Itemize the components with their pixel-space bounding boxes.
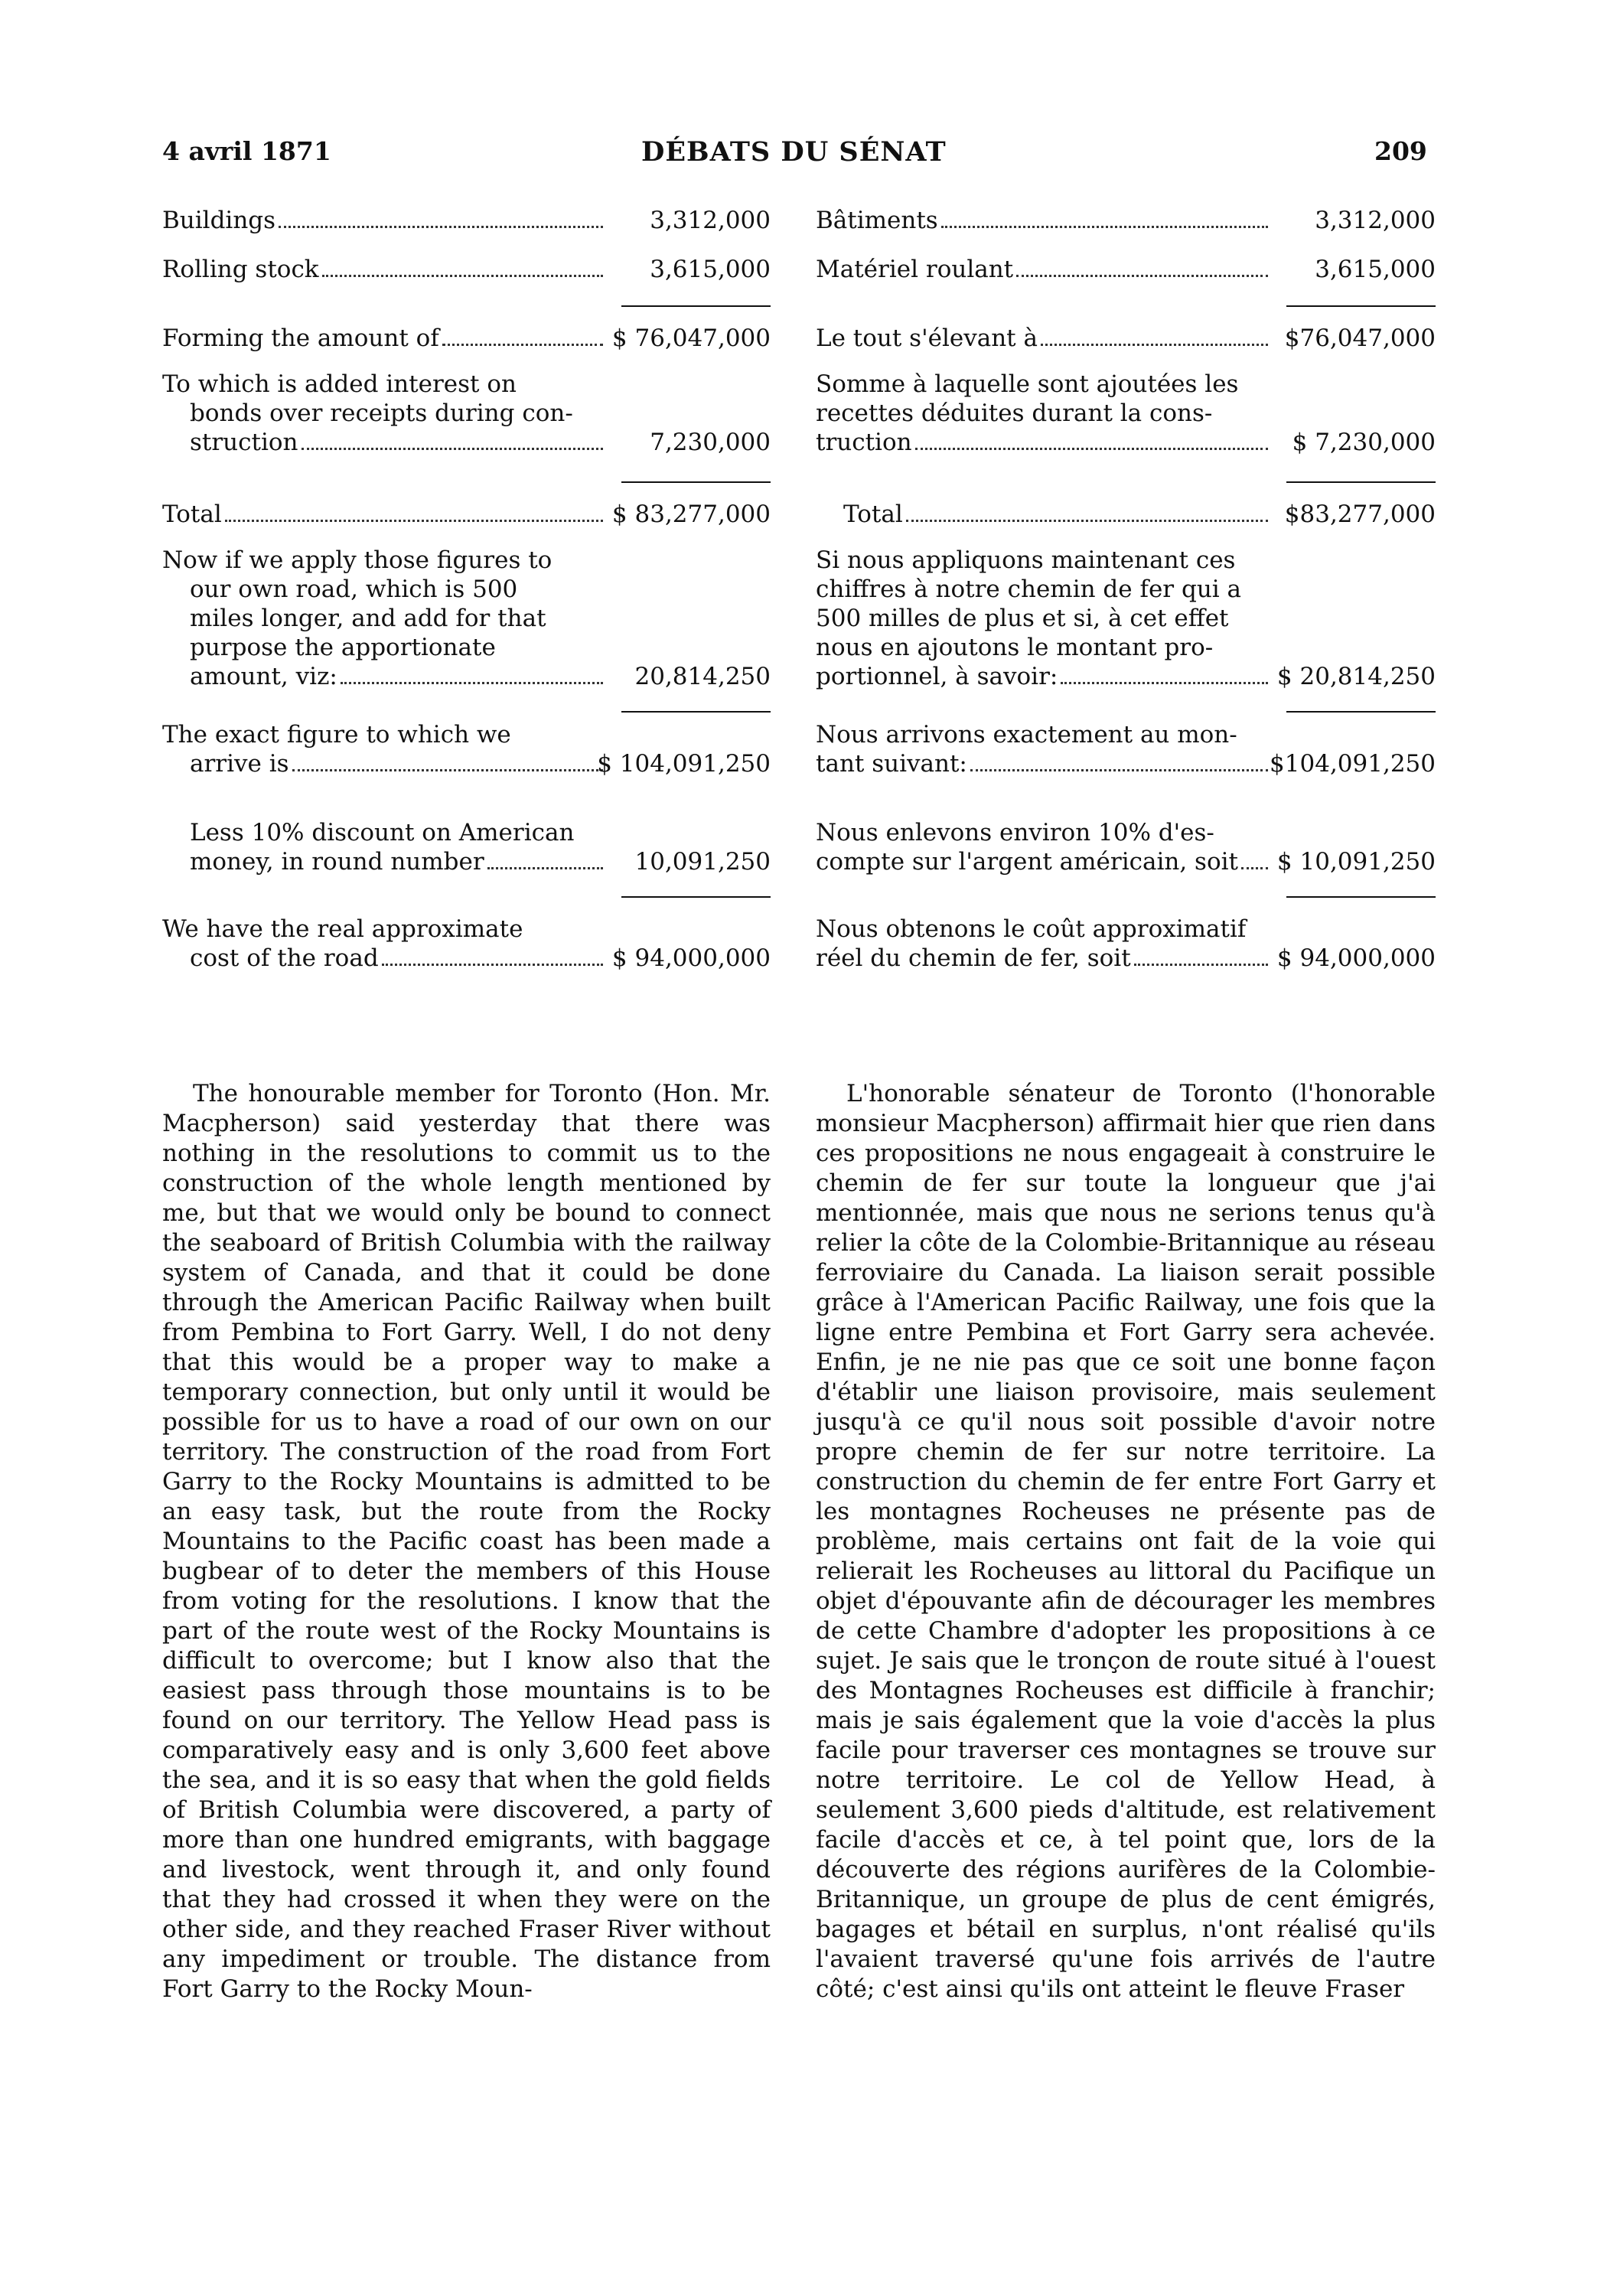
row-label: réel du chemin de fer, soit xyxy=(816,944,1131,972)
table-row xyxy=(816,546,1436,691)
table-row xyxy=(816,915,1436,973)
row-amount: $ 94,000,000 xyxy=(1276,944,1436,972)
row-label: portionnel, à savoir: xyxy=(816,663,1058,690)
table-row xyxy=(162,206,771,235)
row-amount: $ 83,277,000 xyxy=(611,501,771,528)
row-amount: $104,091,250 xyxy=(1270,750,1436,778)
header-title: DÉBATS DU SÉNAT xyxy=(641,136,947,168)
table-row xyxy=(816,206,1436,235)
sum-rule xyxy=(621,305,771,307)
english-body-paragraph: The honourable member for Toronto (Hon. Mr. Macpherson) said yesterday that there was nothing in the resolutions to commit us to the construction of the whole length mentioned by me, but that we would only be bound to connect the seaboard of British Columbia with the railway system of Canada, and that it could be done through the American Pacific Railway when built from Pembina to Fort Garry. Well, I do not deny that this would be a proper way to make a temporary connection, but only until it would be possible for us to have a road of our own on our territory. The construction of the road from Fort Garry to the Rocky Mountains is admitted to be an easy task, but the route from the Rocky Mountains to the Pacific coast has been made a bugbear of to deter the members of this House from voting for the resolutions. I know that the part of the route west of the Rocky Mountains is difficult to overcome; but I know also that the easiest pass through those mountains is to be found on our territory. The Yellow Head pass is comparatively easy and is only 3,600 feet above the sea, and it is so easy that when the gold fields of British Columbia were discovered, a party of more than one hundred emigrants, with baggage and livestock, went through it, and only found that they had crossed it when they were on the other side, and they reached Fraser River without any impediment or trouble. The distance from Fort Garry to the Rocky Moun- xyxy=(162,1080,771,2003)
table-row xyxy=(816,500,1436,529)
table-row xyxy=(162,370,771,457)
row-label-line: recettes déduites durant la cons- xyxy=(816,400,1213,427)
row-amount: 10,091,250 xyxy=(634,848,771,876)
table-row xyxy=(816,324,1436,353)
row-amount: $83,277,000 xyxy=(1284,501,1436,528)
table-row xyxy=(162,500,771,529)
sum-rule xyxy=(1286,305,1436,307)
row-label-line: 500 milles de plus et si, à cet effet xyxy=(816,605,1229,632)
page-number: 209 xyxy=(1374,136,1427,166)
table-row xyxy=(162,915,771,973)
row-label: arrive is xyxy=(190,750,289,778)
row-label: tant suivant: xyxy=(816,750,967,778)
sum-rule xyxy=(621,481,771,483)
row-label: money, in round number xyxy=(190,848,484,876)
row-label: Matériel roulant xyxy=(816,256,1014,283)
row-label-line: Nous enlevons environ 10% d'es- xyxy=(816,819,1214,846)
row-label: Le tout s'élevant à xyxy=(816,325,1038,352)
row-label-line: To which is added interest on xyxy=(162,370,517,398)
row-label-line: Somme à laquelle sont ajoutées les xyxy=(816,370,1239,398)
row-amount: 3,312,000 xyxy=(1315,207,1436,234)
row-label: Total xyxy=(843,501,903,528)
row-label-line: Si nous appliquons maintenant ces xyxy=(816,546,1236,574)
row-label: Rolling stock xyxy=(162,256,319,283)
row-label: Buildings xyxy=(162,207,276,234)
sum-rule xyxy=(621,896,771,898)
row-label-line: Less 10% discount on American xyxy=(190,819,575,846)
sum-rule xyxy=(1286,896,1436,898)
row-label-line: Now if we apply those figures to xyxy=(162,546,553,574)
row-amount: $ 94,000,000 xyxy=(611,944,771,972)
row-amount: $ 76,047,000 xyxy=(611,325,771,352)
row-label-line: chiffres à notre chemin de fer qui a xyxy=(816,576,1242,603)
row-label-line: bonds over receipts during con- xyxy=(190,400,573,427)
row-amount: $ 10,091,250 xyxy=(1276,848,1436,876)
table-row xyxy=(162,546,771,691)
row-label: struction xyxy=(190,429,298,456)
english-cost-table xyxy=(162,195,771,973)
table-row xyxy=(162,720,771,778)
row-label: amount, viz: xyxy=(190,663,337,690)
row-label: Forming the amount of xyxy=(162,325,439,352)
table-row xyxy=(162,818,771,876)
table-row xyxy=(816,255,1436,284)
table-row xyxy=(816,818,1436,876)
row-amount: 3,312,000 xyxy=(650,207,771,234)
row-label-line: The exact figure to which we xyxy=(162,721,511,748)
table-row xyxy=(162,255,771,284)
row-amount: 3,615,000 xyxy=(1315,256,1436,283)
row-amount: 3,615,000 xyxy=(650,256,771,283)
row-amount: $ 104,091,250 xyxy=(597,750,771,778)
row-label-line: our own road, which is 500 xyxy=(190,576,518,603)
row-label: Bâtiments xyxy=(816,207,938,234)
header-date: 4 avril 1871 xyxy=(162,136,331,166)
row-label-line: miles longer, and add for that xyxy=(190,605,546,632)
row-label: cost of the road xyxy=(190,944,379,972)
row-label-line: We have the real approximate xyxy=(162,915,523,943)
table-row xyxy=(816,720,1436,778)
row-amount: $ 7,230,000 xyxy=(1292,429,1436,456)
row-label-line: purpose the apportionate xyxy=(190,634,496,661)
table-row xyxy=(162,324,771,353)
row-label-line: Nous obtenons le coût approximatif xyxy=(816,915,1247,943)
sum-rule xyxy=(1286,481,1436,483)
row-label-line: nous en ajoutons le montant pro- xyxy=(816,634,1214,661)
french-body-paragraph: L'honorable sénateur de Toronto (l'honorable monsieur Macpherson) affirmait hier que rien dans ces propositions ne nous engageait à construire le chemin de fer sur toute la longueur que j'ai mentionnée, mais que nous ne serions tenus qu'à relier la côte de la Colombie-Britannique au réseau ferroviaire du Canada. La liaison serait possible grâce à l'American Pacific Railway, une fois que la ligne entre Pembina et Fort Garry sera achevée. Enfin, je ne nie pas que ce soit une bonne façon d'établir une liaison provisoire, mais seulement jusqu'à ce qu'il nous soit possible d'avoir notre propre chemin de fer sur notre territoire. La construction du chemin de fer entre Fort Garry et les montagnes Rocheuses ne présente pas de problème, mais certains ont fait de la voie qui relierait les Rocheuses au littoral du Pacifique un objet d'épouvante afin de décourager les membres de cette Chambre d'adopter les propositions à ce sujet. Je sais que le tronçon de route situé à l'ouest des Montagnes Rocheuses est difficile à franchir; mais je sais également que la voie d'accès la plus facile pour traverser ces montagnes se trouve sur notre territoire. Le col de Yellow Head, à seulement 3,600 pieds d'altitude, est relativement facile d'accès et ce, à tel point que, lors de la découverte des régions aurifères de la Colombie-Britannique, un groupe de plus de cent émigrés, bagages et bétail en surplus, n'ont réalisé qu'ils l'avaient traversé qu'une fois arrivés de l'autre côté; c'est ainsi qu'ils ont atteint le fleuve Fraser xyxy=(816,1080,1436,2003)
row-amount: 7,230,000 xyxy=(650,429,771,456)
french-cost-table xyxy=(816,195,1436,973)
row-amount: $76,047,000 xyxy=(1284,325,1436,352)
row-amount: $ 20,814,250 xyxy=(1276,663,1436,690)
row-label: compte sur l'argent américain, soit xyxy=(816,848,1239,876)
page-header xyxy=(0,136,1607,174)
sum-rule xyxy=(1286,711,1436,713)
row-label: Total xyxy=(162,501,222,528)
row-label: truction xyxy=(816,429,912,456)
table-row xyxy=(816,370,1436,457)
sum-rule xyxy=(621,711,771,713)
row-label-line: Nous arrivons exactement au mon- xyxy=(816,721,1237,748)
row-amount: 20,814,250 xyxy=(634,663,771,690)
